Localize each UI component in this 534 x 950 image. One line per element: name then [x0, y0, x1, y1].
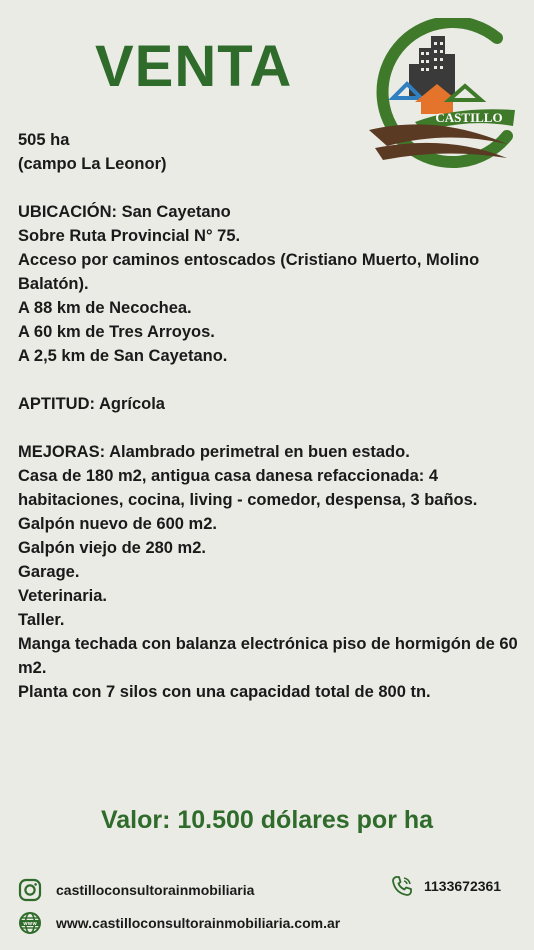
mejoras-line: Taller. — [18, 611, 65, 629]
svg-text:www: www — [23, 921, 37, 927]
mejoras-line: Casa de 180 m2, antigua casa danesa refaccionada: 4 habitaciones, cocina, living - comedor, despensa, 3 baños. — [18, 467, 478, 509]
mejoras-line: Galpón viejo de 280 m2. — [18, 539, 206, 557]
property-size: 505 ha — [18, 131, 70, 149]
page-title: VENTA — [95, 34, 293, 99]
website-link[interactable] — [18, 911, 340, 935]
ubicacion-line: Sobre Ruta Provincial N° 75. — [18, 227, 241, 245]
price-valor: Valor: 10.500 dólares por ha — [100, 806, 434, 834]
mejoras-line: Galpón nuevo de 600 m2. — [18, 515, 217, 533]
ubicacion-line: A 88 km de Necochea. — [18, 299, 192, 317]
logo-brand-text: CASTILLO — [435, 110, 503, 125]
instagram-contact[interactable] — [18, 878, 254, 902]
listing-details — [18, 128, 518, 704]
website-url: www.castilloconsultorainmobiliaria.com.ar — [56, 915, 341, 931]
mejoras-line: Manga techada con balanza electrónica piso de hormigón de 60 m2. — [18, 635, 518, 677]
web-icon — [18, 911, 42, 935]
ubicacion-line: UBICACIÓN: San Cayetano — [18, 203, 231, 221]
mejoras-line: Garage. — [18, 563, 80, 581]
mejoras-line: MEJORAS: Alambrado perimetral en buen estado. — [18, 443, 410, 461]
instagram-handle: castilloconsultorainmobiliaria — [56, 882, 255, 898]
property-name: (campo La Leonor) — [18, 155, 167, 173]
ubicacion-line: Acceso por caminos entoscados (Cristiano Muerto, Molino Balatón). — [18, 251, 480, 293]
phone-contact[interactable] — [390, 874, 501, 898]
mejoras-line: Veterinaria. — [18, 587, 107, 605]
ubicacion-line: A 2,5 km de San Cayetano. — [18, 347, 228, 365]
phone-number: 1133672361 — [424, 878, 502, 894]
instagram-icon — [18, 878, 42, 902]
mejoras-line: Planta con 7 silos con una capacidad total de 800 tn. — [18, 683, 431, 701]
phone-icon — [390, 874, 414, 898]
aptitud-line: APTITUD: Agrícola — [18, 395, 165, 413]
ubicacion-line: A 60 km de Tres Arroyos. — [18, 323, 215, 341]
